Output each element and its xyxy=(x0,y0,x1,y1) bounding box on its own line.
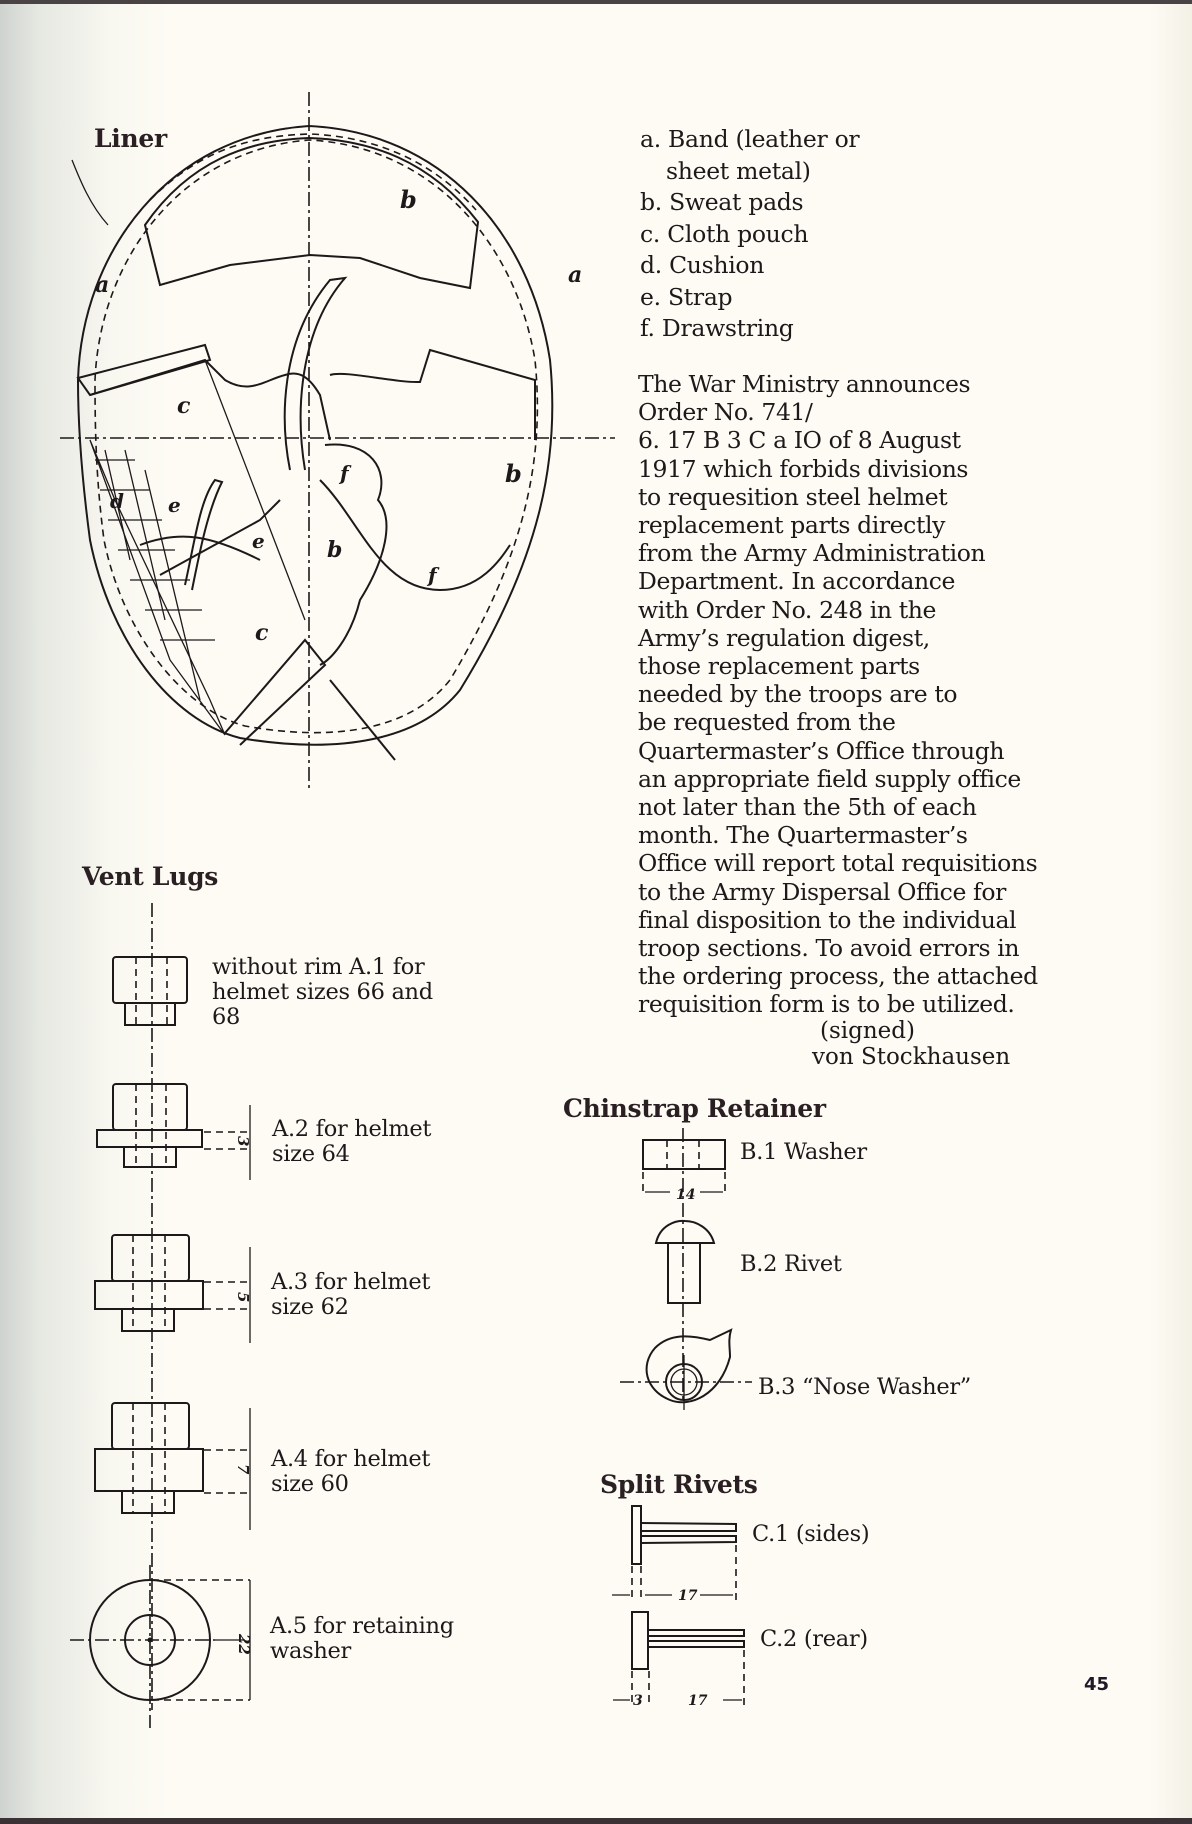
legend-a-line1: a. Band (leather or xyxy=(640,125,860,153)
split-rivets-heading: Split Rivets xyxy=(600,1470,758,1499)
label-c-lower: c xyxy=(255,620,269,646)
c1-length-dimension: 17 xyxy=(678,1588,698,1604)
order-line: Office will report total requisitions xyxy=(638,849,1038,878)
split-rivet-c1-label: C.1 (sides) xyxy=(752,1521,870,1547)
label-f-upper: f xyxy=(340,461,349,485)
chinstrap-b1-label: B.1 Washer xyxy=(740,1139,867,1165)
a3-line2: size 62 xyxy=(271,1294,349,1320)
signer-name: von Stockhausen xyxy=(812,1044,1011,1070)
order-line: the ordering process, the attached xyxy=(638,962,1038,991)
chinstrap-b3-label: B.3 “Nose Washer” xyxy=(758,1374,972,1400)
label-a-left: a xyxy=(95,272,110,298)
a3-dimension: 5 xyxy=(234,1292,252,1303)
split-rivet-c2-label: C.2 (rear) xyxy=(760,1626,868,1652)
a2-line2: size 64 xyxy=(272,1141,350,1167)
order-line: final disposition to the individual xyxy=(638,905,1017,934)
a4-line2: size 60 xyxy=(271,1471,349,1497)
label-e-right: e xyxy=(252,529,265,553)
chinstrap-retainer-heading: Chinstrap Retainer xyxy=(563,1094,826,1123)
split-rivet-c2-drawing xyxy=(613,1612,744,1706)
a4-dimension: 7 xyxy=(234,1464,252,1475)
order-line: to the Army Dispersal Office for xyxy=(638,877,1006,906)
label-e-left: e xyxy=(168,493,181,517)
order-line: Department. In accordance xyxy=(638,567,956,596)
a1-line2: helmet sizes 66 and xyxy=(212,979,433,1005)
label-f-lower: f xyxy=(428,563,437,587)
a1-line3: 68 xyxy=(212,1004,241,1030)
vent-lugs-heading: Vent Lugs xyxy=(82,862,219,891)
order-line: replacement parts directly xyxy=(638,511,945,540)
order-line: from the Army Administration xyxy=(638,539,986,568)
a1-line1: without rim A.1 for xyxy=(212,954,425,980)
label-b-top: b xyxy=(400,185,417,214)
a5-line1: A.5 for retaining xyxy=(270,1613,454,1639)
a2-dimension: 3 xyxy=(234,1136,252,1147)
legend-item-f: f. Drawstring xyxy=(640,314,794,342)
order-line: Quartermaster’s Office through xyxy=(638,736,1005,765)
label-c-upper: c xyxy=(177,393,191,419)
page-number: 45 xyxy=(1084,1674,1110,1695)
order-line: requisition form is to be utilized. xyxy=(638,990,1015,1019)
order-line: to requesition steel helmet xyxy=(638,482,948,511)
order-line: The War Ministry announces xyxy=(638,370,971,398)
chinstrap-b2-label: B.2 Rivet xyxy=(740,1251,842,1277)
liner-heading: Liner xyxy=(94,124,167,153)
label-b-center: b xyxy=(327,537,343,563)
order-line: troop sections. To avoid errors in xyxy=(638,934,1020,963)
label-d: d xyxy=(110,489,124,513)
a5-line2: washer xyxy=(270,1638,351,1664)
washer-dimension: 14 xyxy=(676,1187,696,1203)
legend-item-c: c. Cloth pouch xyxy=(640,219,809,248)
label-b-right: b xyxy=(505,459,522,488)
split-rivet-c1-drawing xyxy=(612,1506,736,1600)
a5-dimension: 22 xyxy=(235,1634,253,1655)
order-line: not later than the 5th of each xyxy=(638,793,977,822)
a2-line1: A.2 for helmet xyxy=(272,1116,432,1142)
a4-line1: A.4 for helmet xyxy=(271,1446,431,1472)
order-line: 1917 which forbids divisions xyxy=(638,454,969,483)
c2-length-dimension: 17 xyxy=(688,1693,708,1709)
legend-item-e: e. Strap xyxy=(640,282,733,311)
order-line: Army’s regulation digest, xyxy=(638,623,930,652)
order-line: 6. 17 B 3 C a IO of 8 August xyxy=(638,426,961,455)
a3-line1: A.3 for helmet xyxy=(271,1269,431,1295)
label-a-right: a xyxy=(568,262,583,288)
legend-item-d: d. Cushion xyxy=(640,251,765,279)
c2-head-dimension: 3 xyxy=(633,1693,643,1709)
order-line: Order No. 741/ xyxy=(638,398,813,427)
order-line: those replacement parts xyxy=(638,652,920,681)
order-line: needed by the troops are to xyxy=(638,680,958,709)
order-line: be requested from the xyxy=(638,708,896,737)
signed-note: (signed) xyxy=(820,1018,915,1044)
order-line: month. The Quartermaster’s xyxy=(638,821,968,850)
page-bottom-edge xyxy=(0,1818,1192,1824)
legend-a-line2: sheet metal) xyxy=(666,156,811,185)
order-line: an appropriate field supply office xyxy=(638,764,1021,793)
legend-item-b: b. Sweat pads xyxy=(640,188,804,216)
order-line: with Order No. 248 in the xyxy=(638,595,937,624)
